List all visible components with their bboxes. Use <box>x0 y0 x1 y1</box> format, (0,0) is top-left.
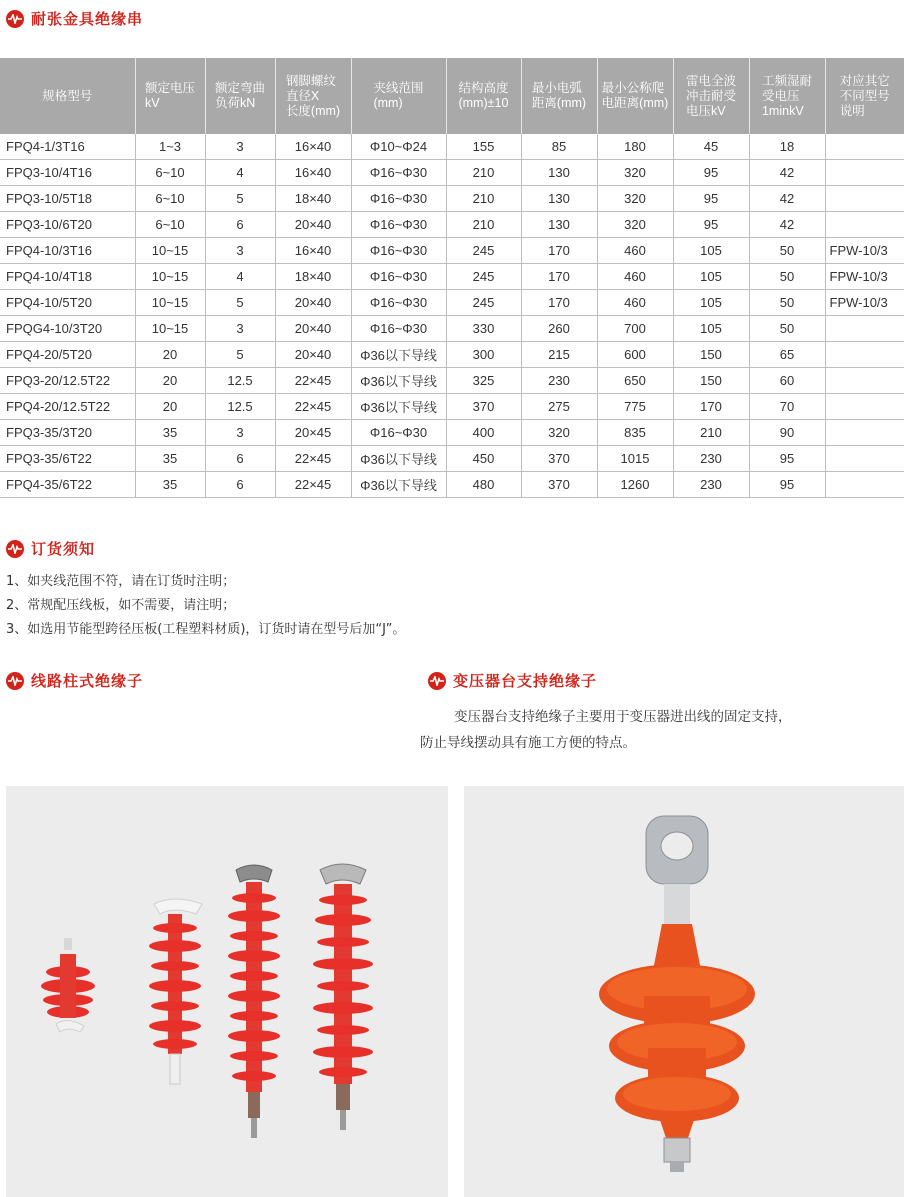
table-cell: 35 <box>135 472 205 498</box>
table-cell <box>825 160 904 186</box>
column-header-label <box>145 81 195 111</box>
table-cell: 20×45 <box>275 420 351 446</box>
column-header-label <box>602 81 669 111</box>
table-cell: 42 <box>749 186 825 212</box>
table-cell: 245 <box>446 264 521 290</box>
column-header <box>205 58 275 134</box>
table-cell: 130 <box>521 160 597 186</box>
column-header-label <box>42 89 92 104</box>
table-cell: FPQ4-20/12.5T22 <box>0 394 135 420</box>
table-cell: Φ16~Φ30 <box>351 264 446 290</box>
table-cell: 20×40 <box>275 342 351 368</box>
column-header-line: 说明 <box>839 103 865 118</box>
column-header-line: 距离(mm) <box>531 96 587 110</box>
table-cell: FPQ4-35/6T22 <box>0 472 135 498</box>
table-cell: 6~10 <box>135 160 205 186</box>
pulse-icon <box>6 540 24 558</box>
column-header-label <box>840 74 890 119</box>
tall-insulator-image <box>228 865 280 1138</box>
table-cell: 210 <box>673 420 749 446</box>
pulse-icon <box>428 672 446 690</box>
table-cell: 4 <box>205 160 275 186</box>
section-title-text: 耐张金具绝缘串 <box>31 10 144 28</box>
spec-table <box>0 58 904 498</box>
table-cell: FPW-10/3 <box>825 238 904 264</box>
table-cell: 460 <box>597 290 673 316</box>
section-title-tension-string <box>6 8 143 29</box>
note-item: 2、常规配压线板，如不需要，请注明； <box>6 598 236 613</box>
table-cell: 1260 <box>597 472 673 498</box>
table-row <box>0 238 904 264</box>
tall-insulator-image <box>313 864 373 1130</box>
note-item: 1、如夹线范围不符，请在订货时注明； <box>6 574 236 589</box>
table-cell: 1015 <box>597 446 673 472</box>
table-cell: 60 <box>749 368 825 394</box>
table-cell: 95 <box>749 446 825 472</box>
table-cell: FPQ4-10/3T16 <box>0 238 135 264</box>
table-cell: 10~15 <box>135 290 205 316</box>
column-header-line: 夹线范围 <box>373 81 424 95</box>
table-cell: 155 <box>446 134 521 160</box>
table-cell: 20×40 <box>275 290 351 316</box>
table-cell <box>825 134 904 160</box>
table-cell: 835 <box>597 420 673 446</box>
column-header-line: 1minkV <box>761 103 804 118</box>
table-cell: FPQ4-1/3T16 <box>0 134 135 160</box>
table-cell: FPQ3-35/6T22 <box>0 446 135 472</box>
table-cell: 210 <box>446 212 521 238</box>
table-cell: Φ36以下导线 <box>351 394 446 420</box>
table-cell: 6 <box>205 446 275 472</box>
table-cell: Φ36以下导线 <box>351 472 446 498</box>
table-cell: 215 <box>521 342 597 368</box>
table-cell: 95 <box>749 472 825 498</box>
table-cell: 330 <box>446 316 521 342</box>
column-header-line: 直径X <box>285 88 320 103</box>
column-header <box>135 58 205 134</box>
table-cell: 150 <box>673 368 749 394</box>
pulse-icon <box>6 672 24 690</box>
table-cell: 22×45 <box>275 394 351 420</box>
table-cell: 210 <box>446 160 521 186</box>
table-cell: 130 <box>521 186 597 212</box>
table-cell: 400 <box>446 420 521 446</box>
column-header-line: 长度(mm) <box>285 103 341 118</box>
table-cell: 22×45 <box>275 472 351 498</box>
table-cell: 16×40 <box>275 160 351 186</box>
table-cell: 95 <box>673 212 749 238</box>
table-cell: FPQ4-20/5T20 <box>0 342 135 368</box>
table-cell: 650 <box>597 368 673 394</box>
table-row <box>0 160 904 186</box>
table-cell: 6~10 <box>135 212 205 238</box>
table-cell: FPQ4-10/4T18 <box>0 264 135 290</box>
pulse-icon <box>6 10 24 28</box>
column-header <box>673 58 749 134</box>
table-cell <box>825 394 904 420</box>
table-cell: 50 <box>749 290 825 316</box>
table-cell: 20 <box>135 342 205 368</box>
table-cell: 230 <box>673 446 749 472</box>
table-cell <box>825 368 904 394</box>
transformer-insulator-description <box>420 704 890 756</box>
column-header-label <box>458 81 508 111</box>
table-cell: 35 <box>135 420 205 446</box>
section-title-text: 订货须知 <box>31 540 96 558</box>
table-cell: FPQG4-10/3T20 <box>0 316 135 342</box>
table-cell: 105 <box>673 290 749 316</box>
table-cell: 105 <box>673 264 749 290</box>
column-header <box>597 58 673 134</box>
table-cell: Φ36以下导线 <box>351 368 446 394</box>
table-cell <box>825 420 904 446</box>
table-cell: 210 <box>446 186 521 212</box>
table-cell <box>825 186 904 212</box>
table-row <box>0 186 904 212</box>
table-cell: Φ16~Φ30 <box>351 160 446 186</box>
table-cell: 12.5 <box>205 394 275 420</box>
column-header-line: 不同型号 <box>839 88 890 103</box>
column-header-line: 额定电压 <box>144 81 195 95</box>
column-header-line: 工频湿耐 <box>761 73 812 88</box>
table-cell: 170 <box>521 264 597 290</box>
column-header-line: 对应其它 <box>839 73 890 88</box>
table-cell: 95 <box>673 160 749 186</box>
table-cell: 50 <box>749 238 825 264</box>
table-row <box>0 134 904 160</box>
table-cell: 480 <box>446 472 521 498</box>
table-cell: 5 <box>205 342 275 368</box>
table-cell: 370 <box>521 472 597 498</box>
column-header <box>825 58 904 134</box>
table-cell: 3 <box>205 316 275 342</box>
table-cell: 20 <box>135 368 205 394</box>
table-cell: 170 <box>521 290 597 316</box>
table-cell: Φ16~Φ30 <box>351 290 446 316</box>
table-cell: 45 <box>673 134 749 160</box>
column-header-line: 雷电全波 <box>685 73 736 88</box>
table-cell: 180 <box>597 134 673 160</box>
table-cell: 35 <box>135 446 205 472</box>
table-cell: 3 <box>205 420 275 446</box>
table-cell <box>825 316 904 342</box>
table-cell: Φ36以下导线 <box>351 446 446 472</box>
column-header-line: 最小公称爬 <box>601 81 665 95</box>
table-cell: Φ16~Φ30 <box>351 420 446 446</box>
table-cell: 5 <box>205 186 275 212</box>
section-title-text: 线路柱式绝缘子 <box>31 672 144 690</box>
column-header-line: 规格型号 <box>42 88 93 103</box>
column-header <box>351 58 446 134</box>
table-cell: 1~3 <box>135 134 205 160</box>
table-cell: 50 <box>749 316 825 342</box>
column-header <box>446 58 521 134</box>
table-cell: FPQ3-10/5T18 <box>0 186 135 212</box>
column-header <box>275 58 351 134</box>
table-cell: FPW-10/3 <box>825 264 904 290</box>
column-header <box>749 58 825 134</box>
table-cell: 90 <box>749 420 825 446</box>
table-cell: Φ16~Φ30 <box>351 238 446 264</box>
table-row <box>0 420 904 446</box>
column-header <box>521 58 597 134</box>
table-row <box>0 394 904 420</box>
table-cell: 775 <box>597 394 673 420</box>
table-row <box>0 472 904 498</box>
table-cell: Φ16~Φ30 <box>351 316 446 342</box>
table-cell: FPQ3-20/12.5T22 <box>0 368 135 394</box>
table-cell <box>825 446 904 472</box>
table-cell: 3 <box>205 238 275 264</box>
column-header <box>0 58 135 134</box>
table-cell: 320 <box>597 186 673 212</box>
column-header-label <box>215 81 265 111</box>
table-cell: 170 <box>673 394 749 420</box>
table-cell: 5 <box>205 290 275 316</box>
table-cell: 22×45 <box>275 446 351 472</box>
transformer-insulator-photo <box>464 786 904 1197</box>
table-body <box>0 134 904 498</box>
table-cell: 4 <box>205 264 275 290</box>
table-cell: 325 <box>446 368 521 394</box>
table-row <box>0 368 904 394</box>
table-cell: 16×40 <box>275 238 351 264</box>
column-header-label <box>373 81 423 111</box>
table-cell: 95 <box>673 186 749 212</box>
table-cell: 460 <box>597 264 673 290</box>
order-notes <box>6 570 405 642</box>
table-cell: 6 <box>205 212 275 238</box>
table-cell: 22×45 <box>275 368 351 394</box>
section-title-text: 变压器台支持绝缘子 <box>453 672 598 690</box>
table-cell: 20×40 <box>275 316 351 342</box>
transformer-insulator-image <box>599 816 755 1172</box>
table-cell: 18×40 <box>275 264 351 290</box>
table-cell: 700 <box>597 316 673 342</box>
table-cell: Φ16~Φ30 <box>351 186 446 212</box>
table-cell: FPQ3-10/6T20 <box>0 212 135 238</box>
column-header-line: 电距离(mm) <box>601 96 669 110</box>
table-cell: 6~10 <box>135 186 205 212</box>
table-cell: 85 <box>521 134 597 160</box>
table-cell: 50 <box>749 264 825 290</box>
column-header-label <box>686 74 736 119</box>
table-header-row <box>0 58 904 134</box>
column-header-line: 额定弯曲 <box>214 81 265 95</box>
table-cell: FPQ3-10/4T16 <box>0 160 135 186</box>
column-header-line: 负荷kN <box>214 96 256 110</box>
section-title-post-insulator <box>6 670 143 691</box>
table-cell: Φ36以下导线 <box>351 342 446 368</box>
table-cell: 10~15 <box>135 264 205 290</box>
table-row <box>0 316 904 342</box>
table-cell: 16×40 <box>275 134 351 160</box>
table-cell <box>825 342 904 368</box>
table-cell: 20×40 <box>275 212 351 238</box>
table-cell: 105 <box>673 238 749 264</box>
table-cell: 6 <box>205 472 275 498</box>
table-cell: 10~15 <box>135 316 205 342</box>
table-cell: 10~15 <box>135 238 205 264</box>
table-cell: Φ16~Φ30 <box>351 212 446 238</box>
table-cell: 70 <box>749 394 825 420</box>
table-cell: 600 <box>597 342 673 368</box>
table-cell: 12.5 <box>205 368 275 394</box>
section-title-order-notes <box>6 538 95 559</box>
table-row <box>0 290 904 316</box>
column-header-line: 钢脚螺纹 <box>285 73 336 88</box>
table-row <box>0 212 904 238</box>
column-header-line: kV <box>144 96 160 110</box>
column-header-label <box>762 74 812 119</box>
small-insulator-image <box>41 938 95 1032</box>
section-title-transformer-insulator <box>428 670 597 691</box>
table-cell: 105 <box>673 316 749 342</box>
table-row <box>0 446 904 472</box>
table-cell <box>825 472 904 498</box>
table-cell: Φ10~Φ24 <box>351 134 446 160</box>
table-cell: 370 <box>446 394 521 420</box>
table-cell: 230 <box>673 472 749 498</box>
column-header-line: 受电压 <box>761 88 800 103</box>
description-line: 防止导线摆动具有施工方便的特点。 <box>420 735 636 751</box>
note-item: 3、如选用节能型跨径压板(工程塑料材质)，订货时请在型号后加“J”。 <box>6 622 406 637</box>
column-header-line: 冲击耐受 <box>685 88 736 103</box>
description-line: 变压器台支持绝缘子主要用于变压器进出线的固定支持， <box>454 709 792 725</box>
table-cell: 20 <box>135 394 205 420</box>
table-cell: 42 <box>749 212 825 238</box>
table-cell: 320 <box>597 212 673 238</box>
table-cell: 18×40 <box>275 186 351 212</box>
table-cell: 3 <box>205 134 275 160</box>
table-cell: 300 <box>446 342 521 368</box>
table-cell <box>825 212 904 238</box>
table-cell: 150 <box>673 342 749 368</box>
table-cell: 450 <box>446 446 521 472</box>
table-cell: 170 <box>521 238 597 264</box>
table-cell: 460 <box>597 238 673 264</box>
table-cell: FPQ3-35/3T20 <box>0 420 135 446</box>
table-cell: 320 <box>597 160 673 186</box>
table-cell: 245 <box>446 238 521 264</box>
column-header-label <box>286 74 340 119</box>
table-cell: 65 <box>749 342 825 368</box>
column-header-line: 电压kV <box>685 103 726 118</box>
table-cell: 320 <box>521 420 597 446</box>
post-insulators-photo <box>6 786 448 1197</box>
table-cell: 245 <box>446 290 521 316</box>
table-cell: FPW-10/3 <box>825 290 904 316</box>
column-header-label <box>532 81 586 111</box>
table-cell: 275 <box>521 394 597 420</box>
table-cell: 18 <box>749 134 825 160</box>
table-cell: 370 <box>521 446 597 472</box>
medium-insulator-image <box>149 899 202 1084</box>
table-row <box>0 264 904 290</box>
column-header-line: 结构高度 <box>458 81 509 95</box>
column-header-line: (mm) <box>373 96 403 110</box>
table-row <box>0 342 904 368</box>
column-header-line: 最小电弧 <box>531 81 582 95</box>
table-cell: 230 <box>521 368 597 394</box>
column-header-line: (mm)±10 <box>458 96 509 110</box>
table-cell: FPQ4-10/5T20 <box>0 290 135 316</box>
table-cell: 260 <box>521 316 597 342</box>
table-cell: 42 <box>749 160 825 186</box>
table-cell: 130 <box>521 212 597 238</box>
